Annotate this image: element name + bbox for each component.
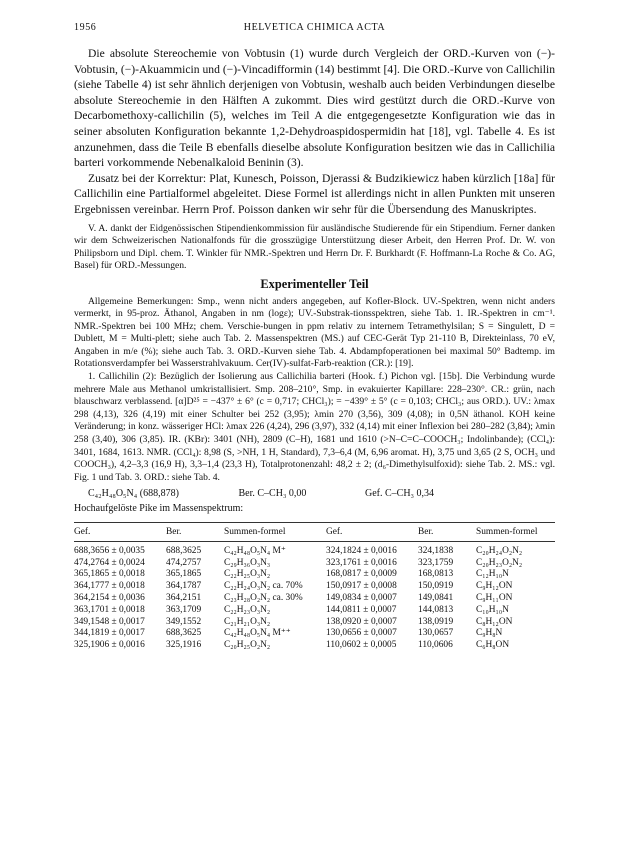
table-cell: 144,0811 ± 0,0007 bbox=[326, 604, 397, 615]
table-cell: C₂₀H₂₄O₂N₂ bbox=[476, 545, 523, 556]
table-row bbox=[74, 593, 555, 605]
table-cell: 138,0920 ± 0,0007 bbox=[326, 616, 397, 627]
page-header bbox=[74, 22, 555, 36]
general-remarks: Allgemeine Bemerkungen: Smp., wenn nicht anders angegeben, auf Kofler-Block. UV.-Spektren, wenn nicht anders vermerkt, in 95-proz. Äthanol, Angaben in nm (logε); UV.-Substrak-tionsspektren, siehe Tab. 1. IR.-Spektren in cm⁻¹. NMR.-Spektren bei 100 MHz; chem. Verschie-bungen in ppm relativ zu internem Tetramethylsilan; S = Singulett, D = Dublett, M = Multi-plett; siehe auch Tab. 2. Massenspektren (MS.) auf CEC-Gerät Typ 21-110 B, Direkteinlass, 70 eV, Angaben in m/e (%); siehe auch Tab. 3. ORD.-Kurven siehe Tab. 4. Abdampfoperationen bei maximal 50° Badtemp. im Rotationsverdampfer bei Wasserstrahlvakuum. Cer(IV)-sulfat-Farb-reaktion (CR.): [19]. bbox=[74, 295, 555, 370]
table-cell: 150,0917 ± 0,0008 bbox=[326, 581, 397, 592]
molecular-formula: C₄₂H₄₈O₅N₄ (688,878) bbox=[88, 488, 179, 500]
table-cell: 130,0657 bbox=[418, 628, 454, 639]
table-cell: 688,3625 bbox=[166, 628, 202, 639]
paragraph-stereochemistry: Die absolute Stereochemie von Vobtusin (1) wurde durch Vergleich der ORD.-Kurven von (−)-Vobtusin, (−)-Akuammicin und (−)-Vincadifformin (14) bestimmt [4]. Die ORD.-Kurve von Callichilin (siehe Tabelle 4) ist sehr ähnlich derjenigen von Vobtusin, weshalb auch beiden Verbindungen dieselbe absolute Stereochemie in den Hälften A zukommt. Dies wird gestützt durch die ORD.-Kurve von Decarbomethoxy-callichilin (5), welches im Teil A die entgegengesetzte Konfiguration wie das in seiner absoluten Konfiguration bekannte 1,2-Dehydroaspidospermidin hat [18], vgl. Tabelle 4. Es ist anzunehmen, dass die Teile B ebenfalls dieselbe absolute Konfiguration besitzen wie das in Callichilia barteri vorkommende Nebenalkaloid Beninin (3). bbox=[74, 47, 555, 170]
table-header-row bbox=[74, 527, 555, 541]
article-body bbox=[74, 46, 555, 652]
found-value: Gef. C–CH₃ 0,34 bbox=[365, 488, 435, 500]
table-row bbox=[74, 605, 555, 617]
table-cell: C₉H₁₂ON bbox=[476, 581, 513, 592]
table-cell: C₂₃H₂₈O₂N₂ ca. 30% bbox=[224, 592, 303, 603]
table-cell: C₂₂H₂₅O₃N₂ bbox=[224, 569, 271, 580]
ms-table-title: Hochaufgelöste Pike im Massenspektrum: bbox=[74, 503, 244, 515]
table-cell: C₂₀H₂₅O₂N₂ bbox=[224, 640, 271, 651]
table-cell: 324,1838 bbox=[418, 545, 454, 556]
table-cell: 168,0817 ± 0,0009 bbox=[326, 569, 397, 580]
table-cell: 150,0919 bbox=[418, 581, 454, 592]
table-cell: 365,1865 ± 0,0018 bbox=[74, 569, 145, 580]
table-cell: 363,1709 bbox=[166, 604, 202, 615]
table-cell: C₂₁H₂₁O₃N₂ bbox=[224, 616, 271, 627]
table-cell: C₂₉H₃₆O₃N₃ bbox=[224, 557, 271, 568]
table-cell: 149,0841 bbox=[418, 592, 454, 603]
table-cell: 344,1819 ± 0,0017 bbox=[74, 628, 145, 639]
table-cell: C₄₂H₄₈O₅N₄ M⁺ bbox=[224, 545, 286, 556]
table-cell: 323,1759 bbox=[418, 557, 454, 568]
table-cell: C₉H₈N bbox=[476, 628, 503, 639]
table-cell: C₁₀H₁₀N bbox=[476, 604, 509, 615]
col-header-formula-2: Summen-formel bbox=[476, 527, 538, 537]
table-cell: 130,0656 ± 0,0007 bbox=[326, 628, 397, 639]
formula-line bbox=[74, 487, 555, 500]
table-cell: 323,1761 ± 0,0016 bbox=[326, 557, 397, 568]
table-cell: 138,0919 bbox=[418, 616, 454, 627]
table-cell: C₂₀H₂₃O₂N₂ bbox=[476, 557, 523, 568]
callichilin-description: 1. Callichilin (2): Bezüglich der Isolierung aus Callichilia barteri (Hook. f.) Pichon vgl. [15b]. Die Verbindung wurde mehrere Male aus Methanol umkristallisiert. Smp. 208–210°, Smp. in evakuierter Kapillare: 228–230°. CR.: grün, nach blauschwarz verblassend. [α]D²⁵ = −437° ± 6° (c = 0,717; CHCl₃); = −439° ± 5° (c = 0,103; CHCl₃; aus ORD.). UV.: λmax 298 (4,13), 326 (4,19) mit einer Schulter bei 252 (3,95); λmin 270 (3,56), 309 (4,08); in 0,5N äthanol. KOH keine Veränderung; in konz. wässeriger HCl: λmax 226 (4,24), 296 (3,97), 332 (4,14) mit einer Inflexion bei 280–282 (3,84); λmin 258 (3,40), 306 (3,85). IR. (KBr): 3401 (NH), 2809 (C–H), 1681 und 1610 (>N–C=C–COOCH₃; Indolinbande); (CCl₄): 3401, 1684, 1613. NMR. (CCl₄): 8,98 (S, >NH, 1 H, Standard), 7,3–6,4 (M, 6,96 aromat. H), 3,75 und 3,65 (2 S, OCH₃ und COOCH₃), 4,2–3,3 (16,9 H), 3,3–1,4 (23,3 H), Totalprotonenzahl: 48,2 ± 2; (d₆-Dimethylsulfoxid): siehe Tab. 2. MS.: vgl. Fig. 1 und Tab. 3. ORD.: siehe Tab. 4. bbox=[74, 371, 555, 483]
table-row bbox=[74, 546, 555, 558]
table-cell: C₉H₁₁ON bbox=[476, 592, 513, 603]
table-cell: C₈H₁₂ON bbox=[476, 616, 513, 627]
mass-spectrum-table bbox=[74, 522, 555, 652]
table-cell: 688,3656 ± 0,0035 bbox=[74, 545, 145, 556]
calculated-value: Ber. C–CH₃ 0,00 bbox=[238, 488, 307, 500]
table-cell: 110,0602 ± 0,0005 bbox=[326, 640, 397, 651]
table-cell: 688,3625 bbox=[166, 545, 202, 556]
table-cell: 364,2154 ± 0,0036 bbox=[74, 592, 145, 603]
table-row bbox=[74, 617, 555, 629]
table-cell: 349,1548 ± 0,0017 bbox=[74, 616, 145, 627]
col-header-formula: Summen-formel bbox=[224, 527, 286, 537]
table-cell: C₄₂H₄₈O₅N₄ M⁺⁺ bbox=[224, 628, 291, 639]
table-cell: 144,0813 bbox=[418, 604, 454, 615]
table-cell: 474,2764 ± 0,0024 bbox=[74, 557, 145, 568]
acknowledgement: V. A. dankt der Eidgenössischen Stipendienkommission für ausländische Studierende für ein Stipendium. Ferner danken wir dem Schweizerischen Nationalfonds für die grosszügige Unterstützung dieser Arbeit, den Herren Prof. Dr. W. von Philipsborn und Dipl. chem. T. Winkler für NMR.-Spektren und Herrn Dr. F. Burkhardt (F. Hoffmann-La Roche & Co. AG, Basel) für ORD.-Messungen. bbox=[74, 222, 555, 272]
section-title: Experimenteller Teil bbox=[260, 276, 369, 291]
table-row bbox=[74, 581, 555, 593]
table-cell: C₂₂H₂₃O₃N₂ bbox=[224, 604, 271, 615]
table-cell: 149,0834 ± 0,0007 bbox=[326, 592, 397, 603]
table-cell: 349,1552 bbox=[166, 616, 202, 627]
table-cell: 364,2151 bbox=[166, 592, 202, 603]
table-cell: 110,0606 bbox=[418, 640, 453, 651]
journal-title: HELVETICA CHIMICA ACTA bbox=[243, 22, 386, 33]
table-cell: 325,1906 ± 0,0016 bbox=[74, 640, 145, 651]
table-row bbox=[74, 569, 555, 581]
paragraph-correction-note: Zusatz bei der Korrektur: Plat, Kunesch, Poisson, Djerassi & Budzikiewicz haben kürzlich [18a] für Callichilin eine Partialformel abgeleitet. Diese Formel ist allerdings nicht in allen Punkten mit unseren Ergebnissen vereinbar. Herrn Prof. Poisson danken wir sehr für die Übersendung des Manuskriptes. bbox=[74, 171, 555, 216]
table-row bbox=[74, 558, 555, 570]
table-cell: 365,1865 bbox=[166, 569, 202, 580]
table-cell: C₆H₈ON bbox=[476, 640, 510, 651]
table-cell: 474,2757 bbox=[166, 557, 202, 568]
col-header-gef: Gef. bbox=[74, 527, 91, 537]
table-body bbox=[74, 546, 555, 652]
table-cell: 364,1777 ± 0,0018 bbox=[74, 581, 145, 592]
table-cell: 324,1824 ± 0,0016 bbox=[326, 545, 397, 556]
table-cell: 325,1916 bbox=[166, 640, 202, 651]
col-header-ber-2: Ber. bbox=[418, 527, 434, 537]
table-cell: 363,1701 ± 0,0018 bbox=[74, 604, 145, 615]
table-cell: C₂₂H₂₄O₃N₂ ca. 70% bbox=[224, 581, 303, 592]
page-number: 1956 bbox=[74, 22, 97, 33]
col-header-gef-2: Gef. bbox=[326, 527, 343, 537]
table-cell: C₁₂H₁₀N bbox=[476, 569, 509, 580]
table-cell: 364,1787 bbox=[166, 581, 202, 592]
table-row bbox=[74, 628, 555, 640]
table-row bbox=[74, 640, 555, 652]
table-cell: 168,0813 bbox=[418, 569, 454, 580]
col-header-ber: Ber. bbox=[166, 527, 182, 537]
